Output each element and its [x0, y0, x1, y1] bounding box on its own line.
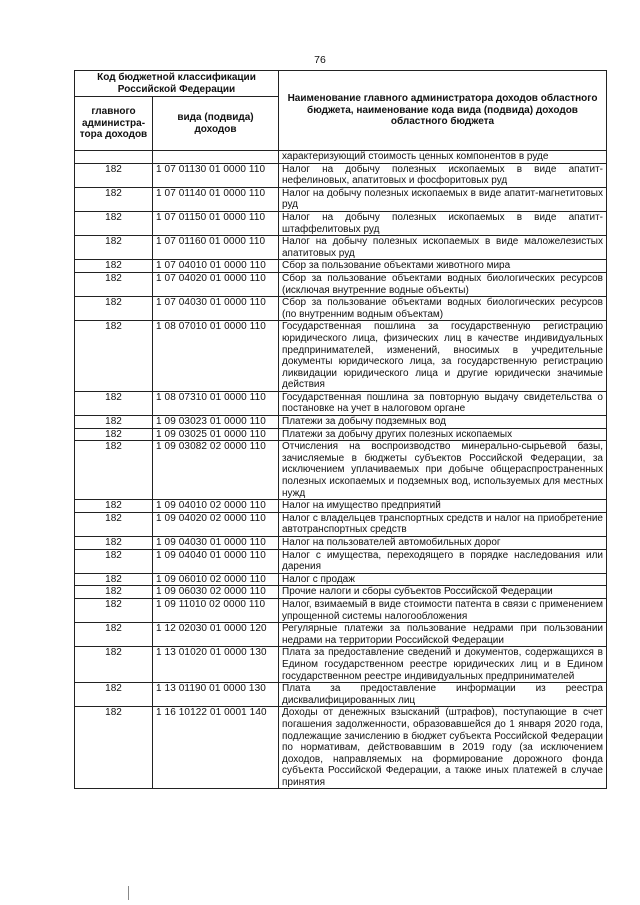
- code-cell: 1 09 06010 02 0000 110: [153, 573, 279, 586]
- table-row: [75, 683, 607, 707]
- table-row: [75, 512, 607, 536]
- name-cell: Сбор за пользование объектами водных биологических ресурсов (по внутренним водным объектам): [279, 297, 607, 321]
- code-cell: 1 07 01160 01 0000 110: [153, 236, 279, 260]
- code-cell: 1 12 02030 01 0000 120: [153, 623, 279, 647]
- code-cell: 1 07 01130 01 0000 110: [153, 163, 279, 187]
- table-row: [75, 586, 607, 599]
- table-row: [75, 321, 607, 392]
- admin-cell: 182: [75, 598, 153, 622]
- code-cell: 1 09 04020 02 0000 110: [153, 512, 279, 536]
- code-cell: 1 09 03025 01 0000 110: [153, 428, 279, 441]
- name-cell: Платежи за добычу других полезных ископаемых: [279, 428, 607, 441]
- admin-cell: 182: [75, 647, 153, 683]
- table-row: [75, 151, 607, 164]
- code-cell: 1 16 10122 01 0001 140: [153, 707, 279, 789]
- admin-cell: 182: [75, 586, 153, 599]
- admin-cell: 182: [75, 512, 153, 536]
- header-code: вида (подвида) доходов: [153, 97, 279, 151]
- budget-classification-table: [74, 70, 607, 789]
- table-row: [75, 428, 607, 441]
- name-cell: Плата за предоставление информации из реестра дисквалифицированных лиц: [279, 683, 607, 707]
- table-row: [75, 441, 607, 500]
- table-body: [75, 151, 607, 789]
- code-cell: 1 07 04020 01 0000 110: [153, 272, 279, 296]
- code-cell: 1 09 11010 02 0000 110: [153, 598, 279, 622]
- table-row: [75, 598, 607, 622]
- admin-cell: [75, 151, 153, 164]
- name-cell: Регулярные платежи за пользование недрами при пользовании недрами на территории Российской Федерации: [279, 623, 607, 647]
- name-cell: Государственная пошлина за государственную регистрацию юридического лица, физических лиц в качестве индивидуальных предпринимателей, изменений, вносимых в учредительные документы юридического лица, за государственную регистрацию ликвидации юридического лица и другие юридически значимые действия: [279, 321, 607, 392]
- code-cell: 1 08 07010 01 0000 110: [153, 321, 279, 392]
- name-cell: Прочие налоги и сборы субъектов Российской Федерации: [279, 586, 607, 599]
- name-cell: Налог с имущества, переходящего в порядке наследования или дарения: [279, 549, 607, 573]
- code-cell: 1 08 07310 01 0000 110: [153, 391, 279, 415]
- name-cell: Налог на добычу полезных ископаемых в виде апатит-магнетитовых руд: [279, 187, 607, 211]
- code-cell: 1 09 04040 01 0000 110: [153, 549, 279, 573]
- code-cell: 1 07 01140 01 0000 110: [153, 187, 279, 211]
- name-cell: Налог на пользователей автомобильных дорог: [279, 537, 607, 550]
- code-cell: 1 09 04010 02 0000 110: [153, 500, 279, 513]
- header-name: Наименование главного администратора доходов областного бюджета, наименование кода вида (подвида) доходов областного бюджета: [279, 71, 607, 151]
- table-row: [75, 647, 607, 683]
- page-number: 76: [314, 54, 326, 66]
- code-cell: 1 13 01020 01 0000 130: [153, 647, 279, 683]
- name-cell: Налог с владельцев транспортных средств и налог на приобретение автотранспортных средств: [279, 512, 607, 536]
- name-cell: Налог на добычу полезных ископаемых в виде апатит-штаффелитовых руд: [279, 211, 607, 235]
- admin-cell: 182: [75, 623, 153, 647]
- admin-cell: 182: [75, 272, 153, 296]
- name-cell: Платежи за добычу подземных вод: [279, 416, 607, 429]
- admin-cell: 182: [75, 573, 153, 586]
- table-row: [75, 537, 607, 550]
- admin-cell: 182: [75, 428, 153, 441]
- admin-cell: 182: [75, 549, 153, 573]
- admin-cell: 182: [75, 321, 153, 392]
- code-cell: 1 07 01150 01 0000 110: [153, 211, 279, 235]
- admin-cell: 182: [75, 683, 153, 707]
- name-cell: Налог на добычу полезных ископаемых в виде маложелезистых апатитовых руд: [279, 236, 607, 260]
- name-cell: Налог на добычу полезных ископаемых в виде апатит-нефелиновых, апатитовых и фосфоритовых руд: [279, 163, 607, 187]
- name-cell: Налог с продаж: [279, 573, 607, 586]
- table-row: [75, 211, 607, 235]
- admin-cell: 182: [75, 187, 153, 211]
- table-row: [75, 500, 607, 513]
- name-cell: Отчисления на воспроизводство минерально-сырьевой базы, зачисляемые в бюджеты субъектов Российской Федерации, за исключением уплачиваемых при добыче общераспространенных полезных ископаемых и подземных вод, используемых для местных нужд: [279, 441, 607, 500]
- code-cell: 1 09 03082 02 0000 110: [153, 441, 279, 500]
- table-row: [75, 297, 607, 321]
- table-row: [75, 163, 607, 187]
- table-row: [75, 707, 607, 789]
- name-cell: Плата за предоставление сведений и документов, содержащихся в Едином государственном реестре юридических лиц и в Едином государственном реестре индивидуальных предпринимателей: [279, 647, 607, 683]
- name-cell: характеризующий стоимость ценных компонентов в руде: [279, 151, 607, 164]
- admin-cell: 182: [75, 211, 153, 235]
- admin-cell: 182: [75, 236, 153, 260]
- admin-cell: 182: [75, 297, 153, 321]
- table-row: [75, 549, 607, 573]
- header-admin: главного администра-тора доходов: [75, 97, 153, 151]
- header-code-group: Код бюджетной классификации Российской Федерации: [75, 71, 279, 97]
- code-cell: 1 09 03023 01 0000 110: [153, 416, 279, 429]
- table-row: [75, 187, 607, 211]
- name-cell: Сбор за пользование объектами водных биологических ресурсов (исключая внутренние водные объекты): [279, 272, 607, 296]
- code-cell: 1 09 04030 01 0000 110: [153, 537, 279, 550]
- admin-cell: 182: [75, 391, 153, 415]
- code-cell: 1 07 04010 01 0000 110: [153, 260, 279, 273]
- code-cell: 1 07 04030 01 0000 110: [153, 297, 279, 321]
- table-row: [75, 391, 607, 415]
- table-row: [75, 573, 607, 586]
- admin-cell: 182: [75, 260, 153, 273]
- admin-cell: 182: [75, 163, 153, 187]
- table-row: [75, 623, 607, 647]
- name-cell: Налог на имущество предприятий: [279, 500, 607, 513]
- admin-cell: 182: [75, 416, 153, 429]
- name-cell: Государственная пошлина за повторную выдачу свидетельства о постановке на учет в налоговом органе: [279, 391, 607, 415]
- code-cell: [153, 151, 279, 164]
- admin-cell: 182: [75, 707, 153, 789]
- table-row: [75, 416, 607, 429]
- scan-mark: [128, 886, 129, 900]
- table-row: [75, 236, 607, 260]
- code-cell: 1 13 01190 01 0000 130: [153, 683, 279, 707]
- name-cell: Сбор за пользование объектами животного мира: [279, 260, 607, 273]
- table-row: [75, 272, 607, 296]
- code-cell: 1 09 06030 02 0000 110: [153, 586, 279, 599]
- table-row: [75, 260, 607, 273]
- admin-cell: 182: [75, 537, 153, 550]
- name-cell: Налог, взимаемый в виде стоимости патента в связи с применением упрощенной системы налогообложения: [279, 598, 607, 622]
- name-cell: Доходы от денежных взысканий (штрафов), поступающие в счет погашения задолженности, образовавшейся до 1 января 2020 года, подлежащие зачислению в бюджет субъекта Российской Федерации по нормативам, действовавшим в 2019 году (за исключением доходов, направляемых на формирование дорожного фонда субъекта Российской Федерации, а также иных платежей в случае принятия: [279, 707, 607, 789]
- admin-cell: 182: [75, 500, 153, 513]
- admin-cell: 182: [75, 441, 153, 500]
